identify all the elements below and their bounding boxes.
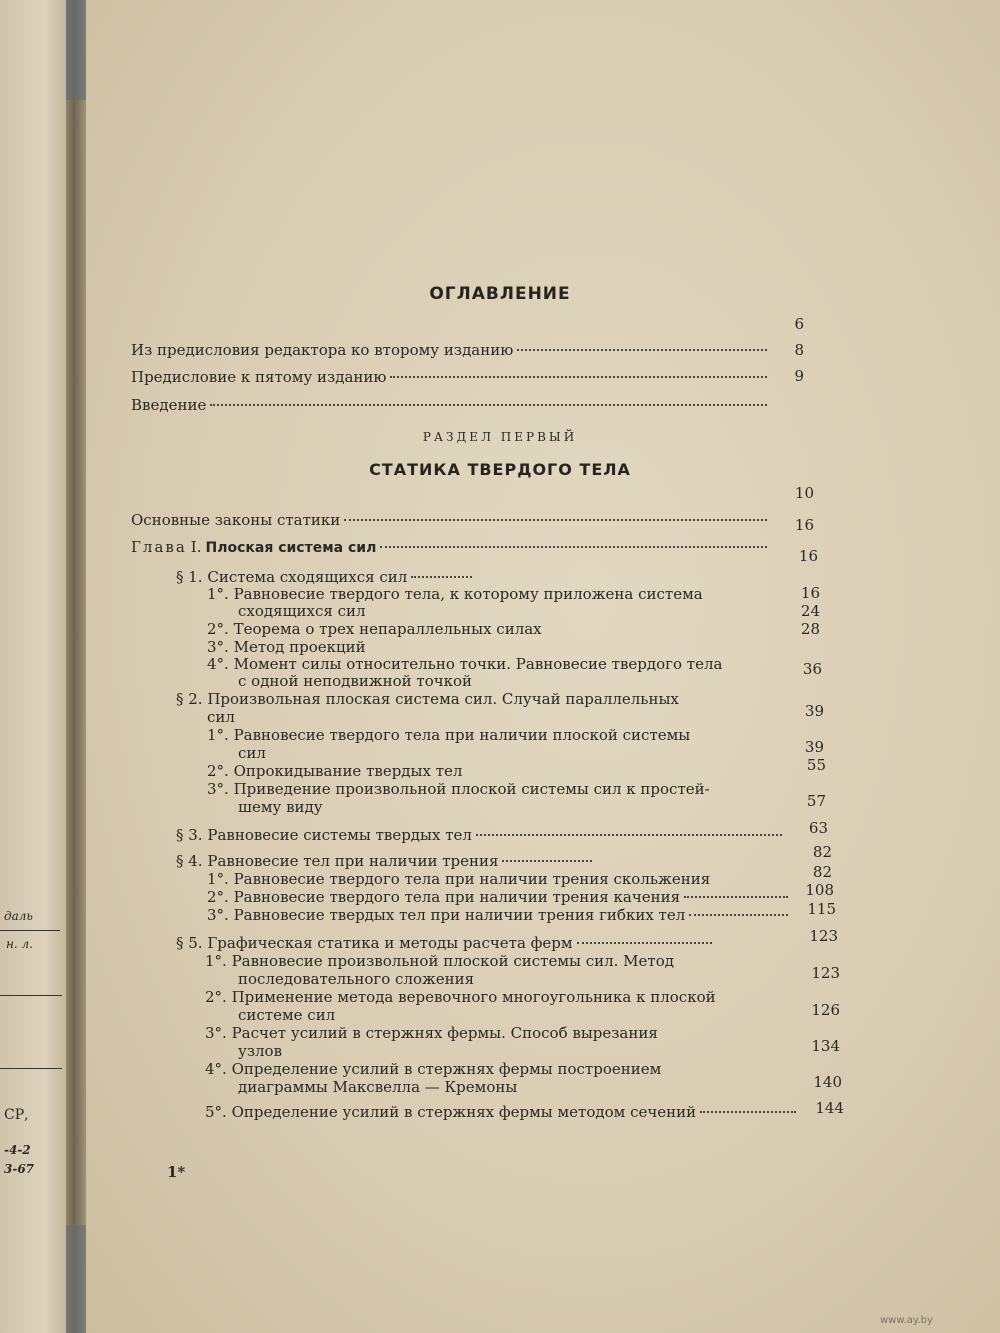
toc-entry-text[interactable]: 4°. Определение усилий в стержнях фермы построением	[205, 1060, 662, 1078]
left-fragment: СР,	[4, 1107, 29, 1123]
page-number: 36	[802, 660, 822, 678]
dot-leader	[210, 404, 767, 406]
watermark: www.ay.by	[880, 1315, 933, 1326]
toc-entry-text[interactable]: 1°. Равновесие твердого тела, к которому приложена система	[207, 585, 703, 603]
left-fragment: н. л.	[6, 937, 33, 951]
toc-entry[interactable]	[176, 852, 596, 870]
toc-entry-text[interactable]: с одной неподвижной точкой	[238, 672, 473, 690]
toc-entry[interactable]	[131, 368, 771, 386]
dot-leader	[700, 1111, 796, 1113]
page-number: 16	[794, 516, 814, 534]
toc-entry-text[interactable]: 3°. Метод проекций	[207, 638, 366, 656]
dot-leader	[684, 896, 788, 898]
toc-entry-text: § 4. Равновесие тел при наличии трения	[176, 852, 499, 870]
toc-entry-text[interactable]: 2°. Теорема о трех непараллельных силах	[207, 620, 542, 638]
dot-leader	[689, 914, 788, 916]
left-rule	[0, 1068, 62, 1069]
page-number: 126	[811, 1001, 840, 1019]
toc-entry-text[interactable]: § 2. Произвольная плоская система сил. Случай параллельных	[176, 690, 679, 708]
toc-entry-text[interactable]: сил	[207, 708, 235, 726]
page-number: 123	[809, 927, 838, 945]
toc-entry-text: § 3. Равновесие системы твердых тел	[176, 826, 472, 844]
page-number: 9	[794, 367, 804, 385]
page-number: 82	[812, 843, 832, 861]
toc-entry-text: 5°. Определение усилий в стержнях фермы методом сечений	[205, 1103, 697, 1121]
toc-entry-text: Из предисловия редактора ко второму изданию	[131, 341, 514, 359]
page-number: 39	[804, 738, 824, 756]
left-rule	[0, 995, 62, 996]
page-number: 8	[794, 341, 804, 359]
toc-entry-text[interactable]: 3°. Приведение произвольной плоской системы сил к простей-	[207, 780, 710, 798]
page-number: 24	[800, 602, 820, 620]
toc-entry-text[interactable]: сил	[238, 744, 266, 762]
toc-entry-text[interactable]: шему виду	[238, 798, 323, 816]
page-signature: 1*	[167, 1163, 186, 1181]
toc-entry-text: § 5. Графическая статика и методы расчета ферм	[176, 934, 573, 952]
toc-entry[interactable]	[205, 1103, 800, 1121]
toc-entry-text[interactable]: сходящихся сил	[238, 602, 366, 620]
binding-cloth-bottom	[66, 1225, 88, 1333]
toc-entry-text[interactable]: системе сил	[238, 1006, 336, 1024]
page-number: 144	[815, 1099, 844, 1117]
chapter-title: Плоская система сил	[205, 540, 377, 556]
dot-leader	[380, 546, 767, 548]
section-title: СТАТИКА ТВЕРДОГО ТЕЛА	[369, 460, 631, 479]
toc-entry[interactable]	[207, 906, 792, 924]
page-number: 16	[800, 584, 820, 602]
toc-entry-text: § 1. Система сходящихся сил	[176, 568, 408, 586]
page-number: 16	[798, 547, 818, 565]
toc-entry-text: Основные законы статики	[131, 511, 341, 529]
page-number: 10	[794, 484, 814, 502]
chapter-number: I.	[190, 538, 202, 556]
page-number: 134	[811, 1037, 840, 1055]
toc-entry-text[interactable]: 3°. Расчет усилий в стержнях фермы. Способ вырезания	[205, 1024, 658, 1042]
page-number: 57	[806, 792, 826, 810]
page-number: 140	[813, 1073, 842, 1091]
toc-entry[interactable]	[131, 511, 771, 529]
toc-entry-text[interactable]: 2°. Опрокидывание твердых тел	[207, 762, 463, 780]
left-fragment: даль	[4, 909, 33, 923]
toc-entry-text[interactable]: 1°. Равновесие произвольной плоской системы сил. Метод	[205, 952, 674, 970]
page-number: 123	[811, 964, 840, 982]
left-rule	[0, 930, 60, 931]
binding-cloth-top	[66, 0, 88, 100]
dot-leader	[577, 942, 712, 944]
toc-entry-text: Введение	[131, 396, 207, 414]
chapter-entry[interactable]	[131, 538, 771, 556]
toc-entry-text[interactable]: узлов	[238, 1042, 283, 1060]
toc-entry[interactable]	[176, 934, 716, 952]
book-gutter	[66, 0, 86, 1333]
toc-entry-text: 3°. Равновесие твердых тел при наличии трения гибких тел	[207, 906, 686, 924]
dot-leader	[502, 860, 592, 862]
toc-entry[interactable]	[131, 341, 771, 359]
left-fragment: 3-67	[4, 1162, 35, 1176]
dot-leader	[476, 834, 782, 836]
toc-entry-text[interactable]: последовательного сложения	[238, 970, 475, 988]
chapter-prefix: Глава	[131, 538, 187, 556]
toc-entry[interactable]	[207, 888, 792, 906]
page-number: 39	[804, 702, 824, 720]
dot-leader	[390, 376, 767, 378]
left-page-edge	[0, 0, 74, 1333]
toc-entry-text[interactable]: 1°. Равновесие твердого тела при наличии трения скольжения	[207, 870, 711, 888]
page-number: 6	[794, 315, 804, 333]
page-number: 115	[807, 900, 836, 918]
toc-entry[interactable]	[176, 568, 476, 586]
page-number: 63	[808, 819, 828, 837]
left-fragment: -4-2	[4, 1143, 31, 1157]
toc-entry-text[interactable]: 2°. Применение метода веревочного многоугольника к плоской	[205, 988, 716, 1006]
toc-entry[interactable]	[131, 396, 771, 414]
dot-leader	[517, 349, 767, 351]
toc-entry-text[interactable]: 4°. Момент силы относительно точки. Равновесие твердого тела	[207, 655, 723, 673]
page-number: 108	[805, 881, 834, 899]
toc-entry-text[interactable]: диаграммы Максвелла — Кремоны	[238, 1078, 518, 1096]
toc-entry[interactable]	[176, 826, 786, 844]
page-number: 55	[806, 756, 826, 774]
page-number: 82	[812, 863, 832, 881]
section-label: РАЗДЕЛ ПЕРВЫЙ	[422, 430, 578, 444]
toc-title: ОГЛАВЛЕНИЕ	[429, 284, 571, 304]
toc-entry-text: 2°. Равновесие твердого тела при наличии трения качения	[207, 888, 681, 906]
page-number: 28	[800, 620, 820, 638]
dot-leader	[344, 519, 767, 521]
toc-entry-text[interactable]: 1°. Равновесие твердого тела при наличии плоской системы	[207, 726, 691, 744]
toc-entry-text: Предисловие к пятому изданию	[131, 368, 387, 386]
dot-leader	[411, 576, 472, 578]
